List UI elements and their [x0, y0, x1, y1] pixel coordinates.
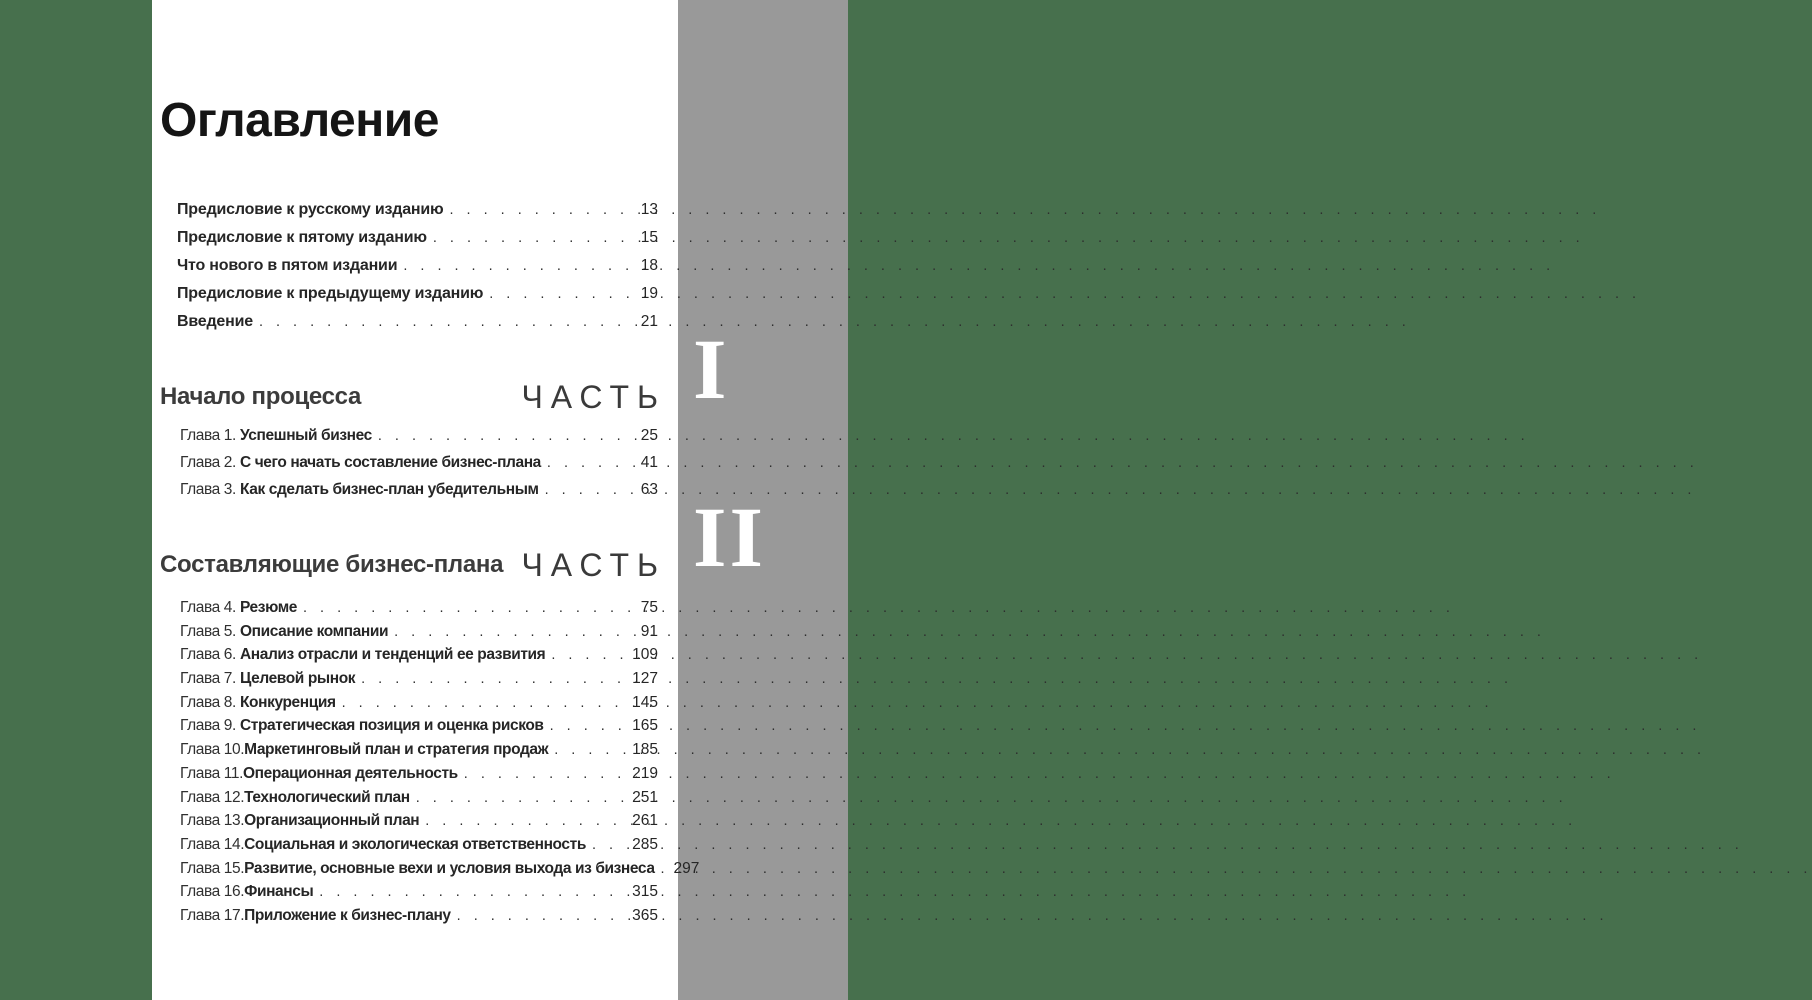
dot-leader: [361, 668, 627, 692]
chapter-page: 127: [632, 670, 658, 688]
toc-chapter-row: [180, 422, 658, 449]
toc-chapter-row: [180, 691, 658, 715]
dot-leader: [547, 450, 636, 477]
toc-chapter-row: [180, 476, 658, 503]
toc-entry: [177, 252, 658, 280]
chapter-page: 63: [640, 481, 658, 498]
toc-entry: [177, 224, 658, 252]
dot-leader: [554, 739, 627, 763]
chapter-title: Социальная и экологическая ответственность: [244, 835, 586, 853]
chapter-number-label: Глава 17.: [180, 906, 245, 924]
dot-leader: [342, 692, 628, 716]
part-numeral: I: [693, 321, 730, 417]
chapter-page: 91: [640, 622, 658, 640]
chapter-page: 315: [632, 883, 658, 901]
toc-entry-page: 13: [640, 201, 658, 218]
chapter-number-label: Глава 5.: [180, 622, 236, 640]
chapter-number-label: Глава 14.: [180, 835, 245, 853]
dot-leader: [457, 905, 627, 929]
chapter-number-label: Глава 1.: [180, 427, 236, 444]
toc-chapter-row: [180, 857, 700, 881]
chapter-number-label: Глава 16.: [180, 883, 245, 901]
toc-chapter-row: [180, 449, 658, 476]
chapter-page: 165: [632, 717, 658, 735]
toc-entry-label: Введение: [177, 313, 253, 330]
chapter-page: 109: [632, 646, 658, 664]
chapter-page: 251: [632, 788, 658, 806]
toc-entry-label: Предисловие к пятому изданию: [177, 229, 427, 246]
toc-chapter-row: [180, 833, 658, 857]
toc-chapter-row: [180, 596, 658, 620]
toc-chapter-row: [180, 786, 658, 810]
dot-leader: [319, 881, 627, 905]
toc-chapter-row: [180, 620, 658, 644]
chapter-title: С чего начать составление бизнес-плана: [240, 454, 541, 471]
chapter-number-label: Глава 8.: [180, 693, 236, 711]
toc-chapter-row: [180, 762, 658, 786]
dot-leader: [303, 597, 636, 621]
toc-entry: [177, 196, 658, 224]
dot-leader: [416, 787, 627, 811]
chapter-title: Развитие, основные вехи и условия выхода из бизнеса: [244, 859, 655, 877]
toc-entry: [177, 280, 658, 308]
part-label: ЧАСТЬ: [521, 546, 666, 583]
toc-entry-label: Предисловие к русскому изданию: [177, 201, 444, 218]
toc-entry: [177, 308, 658, 336]
chapter-page: 185: [632, 741, 658, 759]
dot-leader: [433, 224, 636, 252]
toc-chapter-row: [180, 809, 658, 833]
chapter-number-label: Глава 9.: [180, 717, 236, 735]
chapter-page: 41: [640, 454, 658, 471]
toc-entry-label: Что нового в пятом издании: [177, 257, 398, 274]
toc-entry-label: Предисловие к предыдущему изданию: [177, 285, 484, 302]
chapter-title: Целевой рынок: [240, 670, 356, 688]
front-matter-list: [160, 196, 658, 336]
chapter-number-label: Глава 15.: [180, 859, 245, 877]
chapter-page: 25: [640, 427, 658, 444]
dot-leader: [550, 715, 628, 739]
dot-leader: [403, 252, 635, 280]
chapter-page: 365: [632, 906, 658, 924]
chapter-number-label: Глава 10.: [180, 741, 245, 759]
dot-leader: [378, 423, 636, 450]
chapter-number-label: Глава 12.: [180, 788, 245, 806]
chapter-list-part-2: [160, 596, 700, 928]
section-title: Начало процесса: [160, 383, 362, 410]
chapter-page: 285: [632, 835, 658, 853]
chapter-title: Резюме: [240, 599, 297, 616]
toc-content: [152, 94, 766, 928]
chapter-title: Технологический план: [244, 788, 410, 806]
toc-chapter-row: [180, 667, 658, 691]
dot-leader: [489, 280, 636, 308]
chapter-number-label: Глава 7.: [180, 670, 236, 688]
dot-leader: [394, 621, 636, 645]
chapter-title: Конкуренция: [240, 693, 336, 711]
dot-leader: [464, 763, 627, 787]
dot-leader: [545, 477, 636, 504]
toc-chapter-row: [180, 643, 658, 667]
chapter-number-label: Глава 4.: [180, 599, 236, 616]
part-numeral: II: [693, 489, 766, 585]
chapter-number-label: Глава 13.: [180, 812, 245, 830]
dot-leader: [592, 834, 627, 858]
chapter-page: 219: [632, 764, 658, 782]
section-title: Составляющие бизнес-плана: [160, 551, 504, 578]
chapter-title: Как сделать бизнес-план убедительным: [240, 481, 539, 498]
chapter-page: 145: [632, 693, 658, 711]
chapter-title: Успешный бизнес: [240, 427, 372, 444]
chapter-title: Маркетинговый план и стратегия продаж: [244, 741, 549, 759]
chapter-title: Приложение к бизнес-плану: [244, 906, 451, 924]
toc-entry-page: 21: [640, 313, 658, 330]
chapter-title: Анализ отрасли и тенденций ее развития: [240, 646, 546, 664]
toc-chapter-row: [180, 880, 658, 904]
dot-leader: [551, 644, 627, 668]
toc-chapter-row: [180, 904, 658, 928]
part-label: ЧАСТЬ: [521, 378, 666, 415]
toc-entry-page: 19: [640, 285, 658, 302]
chapter-title: Организационный план: [244, 812, 420, 830]
chapter-title: Описание компании: [240, 622, 389, 640]
toc-chapter-row: [180, 714, 658, 738]
chapter-title: Операционная деятельность: [242, 764, 458, 782]
chapter-page: 261: [632, 812, 658, 830]
toc-entry-page: 18: [640, 257, 658, 274]
chapter-title: Стратегическая позиция и оценка рисков: [240, 717, 544, 735]
dot-leader: [425, 810, 627, 834]
chapter-number-label: Глава 11.: [180, 764, 243, 782]
toc-page: [152, 0, 766, 1000]
chapter-number-label: Глава 3.: [180, 481, 236, 498]
chapter-page: 297: [673, 859, 700, 877]
chapter-title: Финансы: [244, 883, 314, 901]
toc-entry-page: 15: [640, 229, 658, 246]
chapter-number-label: Глава 6.: [180, 646, 236, 664]
dot-leader: [259, 308, 636, 336]
chapter-number-label: Глава 2.: [180, 454, 236, 471]
chapter-list-part-1: [160, 422, 658, 503]
dot-leader: [449, 196, 635, 224]
page-title: Оглавление: [160, 94, 439, 147]
toc-chapter-row: [180, 738, 658, 762]
chapter-page: 75: [640, 599, 658, 616]
dot-leader: [661, 858, 669, 882]
